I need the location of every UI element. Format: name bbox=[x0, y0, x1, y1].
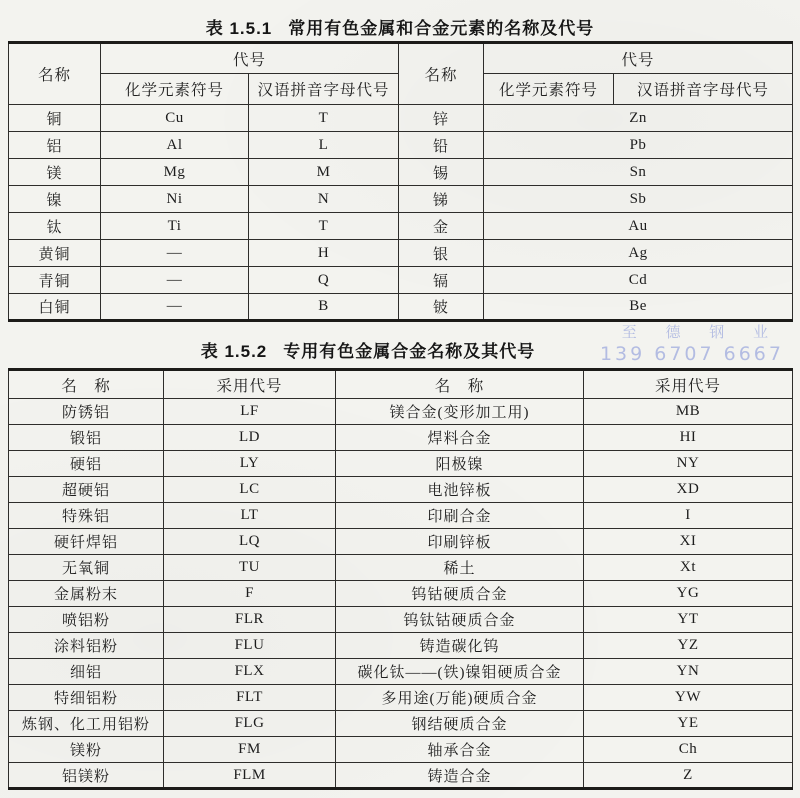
metal-name-cell: 铜 bbox=[9, 105, 101, 132]
watermark-company: 至 德 钢 业 bbox=[621, 323, 780, 341]
metal-name-cell: 铍 bbox=[399, 294, 484, 321]
pinyin-code-cell: L bbox=[249, 132, 399, 159]
table2-body bbox=[9, 399, 793, 789]
alloy-name-cell: 细铝 bbox=[9, 659, 164, 685]
alloy-name-cell: 铝镁粉 bbox=[9, 763, 164, 789]
chem-symbol-cell: Cd bbox=[484, 267, 793, 294]
table1-row bbox=[9, 267, 793, 294]
alloy-code-cell: MB bbox=[584, 399, 793, 425]
metal-name-cell: 铅 bbox=[399, 132, 484, 159]
table2-title-text: 专用有色金属合金名称及其代号 bbox=[283, 342, 536, 361]
chem-symbol-cell: Sn bbox=[484, 159, 793, 186]
table2-row bbox=[9, 477, 793, 503]
table2-row bbox=[9, 399, 793, 425]
chem-symbol-cell: Mg bbox=[101, 159, 249, 186]
alloy-name-cell: 铸造碳化钨 bbox=[336, 633, 584, 659]
alloy-code-cell: Ch bbox=[584, 737, 793, 763]
alloy-code-cell: HI bbox=[584, 425, 793, 451]
chem-symbol-cell: Al bbox=[101, 132, 249, 159]
alloy-code-cell: I bbox=[584, 503, 793, 529]
chem-symbol-cell: — bbox=[101, 294, 249, 321]
table2-row bbox=[9, 503, 793, 529]
metal-name-cell: 青铜 bbox=[9, 267, 101, 294]
pinyin-code-cell: N bbox=[249, 186, 399, 213]
alloy-name-cell: 无氧铜 bbox=[9, 555, 164, 581]
table1-header-pinyin-right: 汉语拼音字母代号 bbox=[614, 74, 793, 105]
alloy-name-cell: 防锈铝 bbox=[9, 399, 164, 425]
alloy-code-cell: LF bbox=[164, 399, 336, 425]
table2-row bbox=[9, 581, 793, 607]
table2-header-name-left: 名 称 bbox=[9, 370, 164, 399]
pinyin-code-cell: Q bbox=[249, 267, 399, 294]
alloy-name-cell: 镁粉 bbox=[9, 737, 164, 763]
alloy-name-cell: 焊料合金 bbox=[336, 425, 584, 451]
alloy-code-cell: LY bbox=[164, 451, 336, 477]
chem-symbol-cell: Pb bbox=[484, 132, 793, 159]
alloy-code-cell: Xt bbox=[584, 555, 793, 581]
alloy-name-cell: 特殊铝 bbox=[9, 503, 164, 529]
alloy-name-cell: 阳极镍 bbox=[336, 451, 584, 477]
table2-row bbox=[9, 607, 793, 633]
alloy-name-cell: 硬铝 bbox=[9, 451, 164, 477]
metal-name-cell: 镍 bbox=[9, 186, 101, 213]
alloy-name-cell: 印刷锌板 bbox=[336, 529, 584, 555]
alloy-code-cell: FLR bbox=[164, 607, 336, 633]
table2-title bbox=[0, 337, 768, 362]
table1-header-pinyin-left: 汉语拼音字母代号 bbox=[249, 74, 399, 105]
table2-row bbox=[9, 425, 793, 451]
alloy-code-cell: XI bbox=[584, 529, 793, 555]
alloy-code-cell: FLM bbox=[164, 763, 336, 789]
table2-row bbox=[9, 451, 793, 477]
table2-row bbox=[9, 737, 793, 763]
chem-symbol-cell: Be bbox=[484, 294, 793, 321]
alloy-code-cell: YT bbox=[584, 607, 793, 633]
alloy-name-cell: 铸造合金 bbox=[336, 763, 584, 789]
metal-name-cell: 黄铜 bbox=[9, 240, 101, 267]
alloy-code-cell: F bbox=[164, 581, 336, 607]
alloy-name-cell: 钢结硬质合金 bbox=[336, 711, 584, 737]
alloy-code-cell: LT bbox=[164, 503, 336, 529]
table1-title bbox=[0, 14, 800, 39]
pinyin-code-cell: T bbox=[249, 105, 399, 132]
alloy-code-cell: YZ bbox=[584, 633, 793, 659]
alloy-code-cell: FLU bbox=[164, 633, 336, 659]
table2-header-name-right: 名 称 bbox=[336, 370, 584, 399]
alloy-code-cell: YG bbox=[584, 581, 793, 607]
alloy-name-cell: 特细铝粉 bbox=[9, 685, 164, 711]
pinyin-code-cell: M bbox=[249, 159, 399, 186]
table1-header-chem-left: 化学元素符号 bbox=[101, 74, 249, 105]
table2-row bbox=[9, 555, 793, 581]
alloy-code-cell: YN bbox=[584, 659, 793, 685]
alloy-code-cell: FM bbox=[164, 737, 336, 763]
alloy-code-cell: LQ bbox=[164, 529, 336, 555]
table1-row bbox=[9, 294, 793, 321]
alloy-name-cell: 多用途(万能)硬质合金 bbox=[336, 685, 584, 711]
table1-row bbox=[9, 159, 793, 186]
chem-symbol-cell: Zn bbox=[484, 105, 793, 132]
table1-row bbox=[9, 132, 793, 159]
metal-name-cell: 镁 bbox=[9, 159, 101, 186]
alloy-code-cell: FLT bbox=[164, 685, 336, 711]
table2-header-code-left: 采用代号 bbox=[164, 370, 336, 399]
table2-row bbox=[9, 685, 793, 711]
alloy-code-cell: Z bbox=[584, 763, 793, 789]
pinyin-code-cell: B bbox=[249, 294, 399, 321]
alloy-name-cell: 金属粉末 bbox=[9, 581, 164, 607]
alloy-name-cell: 钨钛钴硬质合金 bbox=[336, 607, 584, 633]
metal-name-cell: 铝 bbox=[9, 132, 101, 159]
alloy-name-cell: 喷铝粉 bbox=[9, 607, 164, 633]
table2-row bbox=[9, 659, 793, 685]
chem-symbol-cell: Ti bbox=[101, 213, 249, 240]
alloy-name-cell: 硬钎焊铝 bbox=[9, 529, 164, 555]
pinyin-code-cell: H bbox=[249, 240, 399, 267]
alloy-name-cell: 电池锌板 bbox=[336, 477, 584, 503]
alloy-code-cell: FLG bbox=[164, 711, 336, 737]
alloy-name-cell: 超硬铝 bbox=[9, 477, 164, 503]
table2-row bbox=[9, 633, 793, 659]
alloy-name-cell: 稀土 bbox=[336, 555, 584, 581]
metal-name-cell: 钛 bbox=[9, 213, 101, 240]
alloy-name-cell: 印刷合金 bbox=[336, 503, 584, 529]
table2-header-code-right: 采用代号 bbox=[584, 370, 793, 399]
alloy-name-cell: 炼钢、化工用铝粉 bbox=[9, 711, 164, 737]
alloy-code-cell: NY bbox=[584, 451, 793, 477]
table1-body bbox=[9, 105, 793, 321]
table1-header-code-group-left: 代号 bbox=[101, 43, 399, 74]
table1-header-chem-right: 化学元素符号 bbox=[484, 74, 614, 105]
alloy-code-cell: TU bbox=[164, 555, 336, 581]
alloy-name-cell: 涂料铝粉 bbox=[9, 633, 164, 659]
metal-name-cell: 白铜 bbox=[9, 294, 101, 321]
alloy-name-cell: 碳化钛——(铁)镍钼硬质合金 bbox=[336, 659, 584, 685]
table1-number: 表 1.5.1 bbox=[205, 19, 273, 38]
chem-symbol-cell: Au bbox=[484, 213, 793, 240]
metal-name-cell: 银 bbox=[399, 240, 484, 267]
table2-row bbox=[9, 529, 793, 555]
table1-header-name-left: 名称 bbox=[9, 43, 101, 105]
watermark-phone: 139 6707 6667 bbox=[599, 343, 784, 365]
metal-name-cell: 金 bbox=[399, 213, 484, 240]
chem-symbol-cell: Ni bbox=[101, 186, 249, 213]
alloy-code-cell: YE bbox=[584, 711, 793, 737]
table1-header-name-right: 名称 bbox=[399, 43, 484, 105]
alloy-code-cell: YW bbox=[584, 685, 793, 711]
chem-symbol-cell: Sb bbox=[484, 186, 793, 213]
table1-header bbox=[9, 43, 793, 105]
table1-row bbox=[9, 186, 793, 213]
table1-row bbox=[9, 213, 793, 240]
chem-symbol-cell: — bbox=[101, 267, 249, 294]
alloy-code-cell: LC bbox=[164, 477, 336, 503]
table2-row bbox=[9, 711, 793, 737]
metal-name-cell: 锌 bbox=[399, 105, 484, 132]
metal-name-cell: 镉 bbox=[399, 267, 484, 294]
pinyin-code-cell: T bbox=[249, 213, 399, 240]
table1-row bbox=[9, 240, 793, 267]
table2-header bbox=[9, 370, 793, 399]
metal-name-cell: 锑 bbox=[399, 186, 484, 213]
alloy-name-cell: 钨钴硬质合金 bbox=[336, 581, 584, 607]
table-common-metal-codes bbox=[8, 41, 793, 322]
table1-row bbox=[9, 105, 793, 132]
alloy-name-cell: 锻铝 bbox=[9, 425, 164, 451]
alloy-code-cell: XD bbox=[584, 477, 793, 503]
chem-symbol-cell: — bbox=[101, 240, 249, 267]
table2-number: 表 1.5.2 bbox=[200, 342, 268, 361]
alloy-code-cell: FLX bbox=[164, 659, 336, 685]
table2-row bbox=[9, 763, 793, 789]
metal-name-cell: 锡 bbox=[399, 159, 484, 186]
chem-symbol-cell: Cu bbox=[101, 105, 249, 132]
table1-header-code-group-right: 代号 bbox=[484, 43, 793, 74]
table1-title-text: 常用有色金属和合金元素的名称及代号 bbox=[288, 19, 595, 38]
alloy-name-cell: 轴承合金 bbox=[336, 737, 584, 763]
alloy-code-cell: LD bbox=[164, 425, 336, 451]
alloy-name-cell: 镁合金(变形加工用) bbox=[336, 399, 584, 425]
table-special-alloy-codes bbox=[8, 368, 793, 790]
chem-symbol-cell: Ag bbox=[484, 240, 793, 267]
